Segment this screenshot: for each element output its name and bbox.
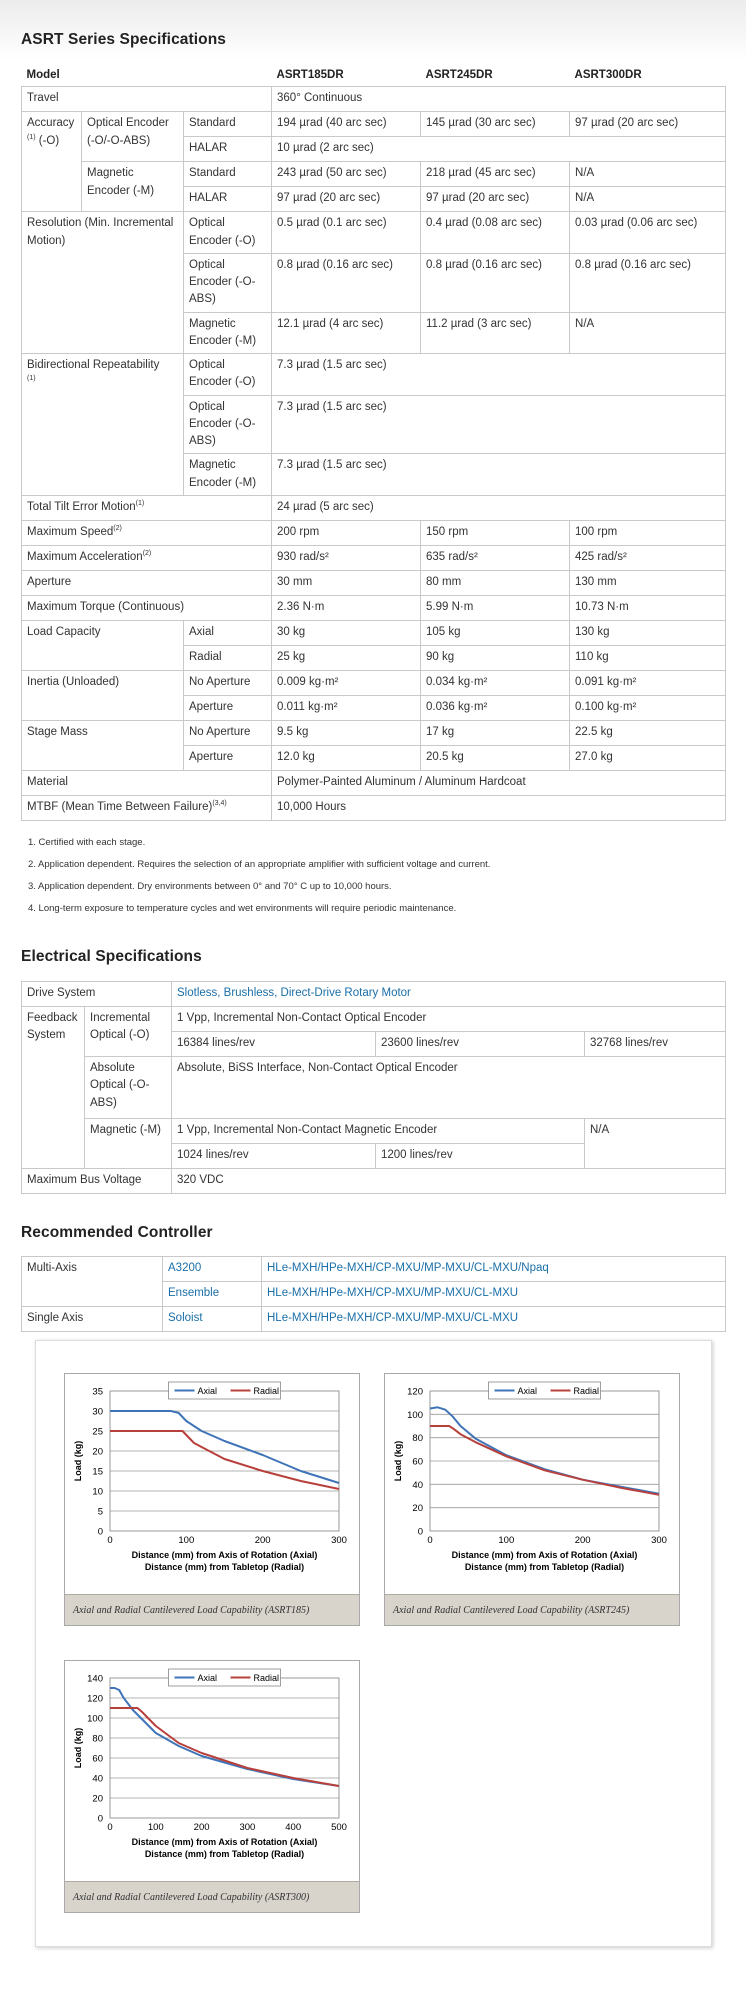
row-soloist [22,1307,726,1332]
value: 360° Continuous [272,87,726,112]
tilt-text: Total Tilt Error Motion [27,500,136,513]
cell: 32768 lines/rev [585,1032,726,1057]
ensemble-link[interactable]: Ensemble [163,1282,262,1307]
cell: 20.5 kg [421,745,570,770]
resolution-label: Resolution (Min. Incremental Motion) [22,212,184,354]
cell: 0.091 kg·m² [570,670,726,695]
y-tick-label: 20 [92,1446,103,1458]
cell: 16384 lines/rev [172,1032,376,1057]
legend-label: Axial [197,1386,218,1396]
mag-encoder: Magnetic Encoder (-M) [82,162,184,212]
sub: Aperture [184,745,272,770]
cell: 25 kg [272,645,421,670]
cell: 30 kg [272,620,421,645]
repeat-text: Bidirectional Repeatability [27,359,160,371]
cell: 12.0 kg [272,745,421,770]
soloist-link[interactable]: Soloist [163,1307,262,1332]
row-torque [22,595,726,620]
chart-asrt185 [64,1373,360,1626]
y-tick-label: 40 [412,1479,423,1491]
cell: 10.73 N·m [570,595,726,620]
cell: N/A [570,312,726,354]
x-tick-label: 0 [107,1822,113,1833]
label: Inertia (Unloaded) [22,670,184,720]
footnote-ref: (2) [142,549,152,557]
footnote-ref: (1) [27,133,36,141]
cell: 0.4 µrad (0.08 arc sec) [421,212,570,254]
label [22,520,272,545]
x-tick-label: 200 [254,1535,271,1546]
cell: 218 µrad (45 arc sec) [421,162,570,187]
label: Maximum Torque (Continuous) [22,595,272,620]
label: Travel [22,87,272,112]
sub: Optical Encoder (-O-ABS) [184,395,272,454]
cell: 1024 lines/rev [172,1144,376,1169]
row-accuracy-mag-std [22,162,726,187]
y-tick-label: 80 [92,1733,103,1745]
x-tick-label: 400 [285,1822,302,1833]
legend-label: Radial [253,1386,280,1396]
cell: 97 µrad (20 arc sec) [570,112,726,137]
cell: 12.1 µrad (4 arc sec) [272,312,421,354]
cell: 7.3 µrad (1.5 arc sec) [272,454,726,496]
cell: 17 kg [421,720,570,745]
label [22,795,272,820]
cell: 30 mm [272,570,421,595]
row-accuracy-opt-std [22,112,726,137]
y-tick-label: 120 [87,1693,103,1705]
x-tick-label: 0 [107,1535,113,1546]
y-tick-label: 60 [92,1753,103,1765]
x-axis-label: Distance (mm) from Axis of Rotation (Axial) [131,1837,318,1847]
label: Maximum Bus Voltage [22,1169,172,1194]
cell: 0.5 µrad (0.1 arc sec) [272,212,421,254]
ctrl-title: Recommended Controller [21,1224,213,1241]
cell: 200 rpm [272,520,421,545]
accuracy-suffix: (-O) [35,134,60,147]
cell: 5.99 N·m [421,595,570,620]
label: Multi-Axis [22,1257,163,1307]
cell: 130 kg [570,620,726,645]
cell: 90 kg [421,645,570,670]
label: Material [22,770,272,795]
y-tick-label: 0 [417,1526,423,1538]
row-inc-desc [22,1007,726,1032]
y-tick-label: 20 [412,1503,423,1515]
row-travel [22,87,726,112]
spec-title: ASRT Series Specifications [21,31,227,48]
soloist-drives-link[interactable]: HLe-MXH/HPe-MXH/CP-MXU/MP-MXU/CL-MXU [262,1307,726,1332]
row-mass-noap [22,720,726,745]
label: Single Axis [22,1307,163,1332]
cell: Absolute, BiSS Interface, Non-Contact Optical Encoder [172,1057,726,1119]
footnote-ref: (1) [135,499,145,507]
speed-text: Maximum Speed [27,525,114,538]
row-resolution-opt [22,212,726,254]
value: 320 VDC [172,1169,726,1194]
a3200-drives-link[interactable]: HLe-MXH/HPe-MXH/CP-MXU/MP-MXU/CL-MXU/Npaq [262,1257,726,1282]
label [22,495,272,520]
x-tick-label: 300 [239,1822,256,1833]
mag-label: Magnetic (-M) [85,1119,172,1169]
cell: 145 µrad (30 arc sec) [421,112,570,137]
x-tick-label: 0 [427,1535,433,1546]
cell: 243 µrad (50 arc sec) [272,162,421,187]
repeat-label [22,354,184,496]
ctrl-table [21,1256,726,1332]
legend-label: Axial [517,1386,538,1396]
y-tick-label: 30 [92,1406,103,1418]
value: 24 µrad (5 arc sec) [272,495,726,520]
sub: Optical Encoder (-O) [184,212,272,254]
ensemble-drives-link[interactable]: HLe-MXH/HPe-MXH/CP-MXU/MP-MXU/CL-MXU [262,1282,726,1307]
sub: Radial [184,645,272,670]
spec-header-row [22,63,726,87]
sub: Optical Encoder (-O) [184,354,272,396]
row-tilt [22,495,726,520]
x-tick-label: 200 [193,1822,210,1833]
row-aperture [22,570,726,595]
x-axis-label-2: Distance (mm) from Tabletop (Radial) [464,1562,625,1572]
halar: HALAR [184,137,272,162]
row-mtbf [22,795,726,820]
header-band [0,0,746,60]
footnote-ref: (3,4) [212,799,227,807]
sub: Optical Encoder (-O-ABS) [184,253,272,312]
x-tick-label: 100 [498,1535,515,1546]
y-axis-label: Load (kg) [73,1727,83,1769]
y-tick-label: 60 [412,1456,423,1468]
x-axis-label: Distance (mm) from Axis of Rotation (Axial) [131,1550,318,1560]
elec-title: Electrical Specifications [21,948,202,965]
row-drive [22,982,726,1007]
sub: No Aperture [184,720,272,745]
cell: 10 µrad (2 arc sec) [272,137,726,162]
footnote-ref: (1) [27,375,36,383]
label [22,545,272,570]
footnote: 2. Application dependent. Requires the selection of an appropriate amplifier with sufficient voltage and current. [28,859,491,870]
y-tick-label: 100 [407,1409,423,1421]
label: Drive System [22,982,172,1007]
a3200-link[interactable]: A3200 [163,1257,262,1282]
col-asrt245: ASRT245DR [425,69,493,81]
row-speed [22,520,726,545]
y-tick-label: 120 [407,1386,423,1398]
elec-table [21,981,726,1194]
cell: 1 Vpp, Incremental Non-Contact Optical Encoder [172,1007,726,1032]
cell: 97 µrad (20 arc sec) [272,187,421,212]
row-abs [22,1057,726,1119]
abs-label: Absolute Optical (-O-ABS) [85,1057,172,1119]
row-bus [22,1169,726,1194]
cell: 7.3 µrad (1.5 arc sec) [272,395,726,454]
legend-label: Radial [253,1673,280,1683]
cell: N/A [570,162,726,187]
sub: Aperture [184,695,272,720]
legend-label: Axial [197,1673,218,1683]
std: Standard [184,112,272,137]
cell: 0.8 µrad (0.16 arc sec) [570,253,726,312]
x-axis-label-2: Distance (mm) from Tabletop (Radial) [144,1562,305,1572]
row-a3200 [22,1257,726,1282]
cell: 0.8 µrad (0.16 arc sec) [421,253,570,312]
cell: 0.011 kg·m² [272,695,421,720]
chart-caption: Axial and Radial Cantilevered Load Capability (ASRT185) [65,1594,359,1625]
cell: 2.36 N·m [272,595,421,620]
charts-panel [35,1340,712,1947]
x-axis-label-2: Distance (mm) from Tabletop (Radial) [144,1849,305,1859]
y-tick-label: 25 [92,1426,103,1438]
y-tick-label: 10 [92,1486,103,1498]
accuracy-text: Accuracy [27,117,75,130]
plot-area [110,1678,339,1818]
cell: 635 rad/s² [421,545,570,570]
label: Aperture [22,570,272,595]
cell: 425 rad/s² [570,545,726,570]
row-mag-desc [22,1119,726,1144]
cell: 80 mm [421,570,570,595]
opt-encoder: Optical Encoder (-O/-O-ABS) [82,112,184,162]
cell: 930 rad/s² [272,545,421,570]
cell: N/A [570,187,726,212]
x-tick-label: 100 [178,1535,195,1546]
cell: 1200 lines/rev [376,1144,585,1169]
chart-asrt245 [384,1373,680,1626]
cell: 27.0 kg [570,745,726,770]
legend-label: Radial [573,1386,600,1396]
y-tick-label: 80 [412,1433,423,1445]
x-tick-label: 300 [331,1535,347,1546]
std: Standard [184,162,272,187]
chart-asrt300 [64,1660,360,1913]
col-model: Model [26,69,60,81]
cell: 0.100 kg·m² [570,695,726,720]
cell: 194 µrad (40 arc sec) [272,112,421,137]
footnote: 4. Long-term exposure to temperature cycles and wet environments will require periodic maintenance. [28,903,457,914]
footnote: 3. Application dependent. Dry environments between 0° and 70° C up to 10,000 hours. [28,881,392,892]
chart-caption: Axial and Radial Cantilevered Load Capability (ASRT245) [385,1594,679,1625]
cell: 0.009 kg·m² [272,670,421,695]
y-axis-label: Load (kg) [393,1440,403,1482]
cell: 0.03 µrad (0.06 arc sec) [570,212,726,254]
y-tick-label: 0 [97,1526,103,1538]
cell: N/A [585,1119,726,1169]
value: Polymer-Painted Aluminum / Aluminum Hardcoat [272,770,726,795]
y-tick-label: 35 [92,1386,103,1398]
sub: Magnetic Encoder (-M) [184,454,272,496]
cell: 150 rpm [421,520,570,545]
sub: Axial [184,620,272,645]
chart-svg [385,1374,681,1596]
footnotes [21,832,725,920]
chart-svg [65,1661,361,1883]
row-material [22,770,726,795]
cell: 105 kg [421,620,570,645]
x-tick-label: 500 [331,1822,347,1833]
y-tick-label: 0 [97,1813,103,1825]
chart-caption: Axial and Radial Cantilevered Load Capability (ASRT300) [65,1881,359,1912]
x-tick-label: 100 [147,1822,164,1833]
label: Load Capacity [22,620,184,670]
value: 10,000 Hours [272,795,726,820]
footnote: 1. Certified with each stage. [28,837,146,848]
y-tick-label: 100 [87,1713,103,1725]
cell: 110 kg [570,645,726,670]
cell: 1 Vpp, Incremental Non-Contact Magnetic Encoder [172,1119,585,1144]
inc-label: Incremental Optical (-O) [85,1007,172,1057]
cell: 130 mm [570,570,726,595]
cell: 11.2 µrad (3 arc sec) [421,312,570,354]
cell: 7.3 µrad (1.5 arc sec) [272,354,726,396]
row-accel [22,545,726,570]
cell: 97 µrad (20 arc sec) [421,187,570,212]
footnote-ref: (2) [113,524,122,532]
accel-text: Maximum Acceleration [27,550,143,563]
y-tick-label: 5 [97,1506,103,1518]
halar: HALAR [184,187,272,212]
y-tick-label: 140 [87,1673,103,1685]
y-axis-label: Load (kg) [73,1440,83,1482]
mtbf-text: MTBF (Mean Time Between Failure) [27,800,213,813]
cell: 100 rpm [570,520,726,545]
chart-svg [65,1374,361,1596]
cell: 0.8 µrad (0.16 arc sec) [272,253,421,312]
row-load-axial [22,620,726,645]
sub: No Aperture [184,670,272,695]
cell: 23600 lines/rev [376,1032,585,1057]
cell: 22.5 kg [570,720,726,745]
label: Stage Mass [22,720,184,770]
feedback-label: Feedback System [22,1007,85,1169]
x-tick-label: 200 [574,1535,591,1546]
y-tick-label: 15 [92,1466,103,1478]
x-tick-label: 300 [651,1535,667,1546]
cell: 9.5 kg [272,720,421,745]
y-tick-label: 40 [92,1773,103,1785]
row-repeat-opt [22,354,726,396]
accuracy-label [22,112,82,212]
spec-table [21,63,726,821]
cell: 0.034 kg·m² [421,670,570,695]
col-asrt300: ASRT300DR [574,69,642,81]
cell: 0.036 kg·m² [421,695,570,720]
drive-link[interactable]: Slotless, Brushless, Direct-Drive Rotary Motor [172,982,726,1007]
sub: Magnetic Encoder (-M) [184,312,272,354]
y-tick-label: 20 [92,1793,103,1805]
col-asrt185: ASRT185DR [276,69,344,81]
x-axis-label: Distance (mm) from Axis of Rotation (Axial) [451,1550,638,1560]
row-inertia-noap [22,670,726,695]
